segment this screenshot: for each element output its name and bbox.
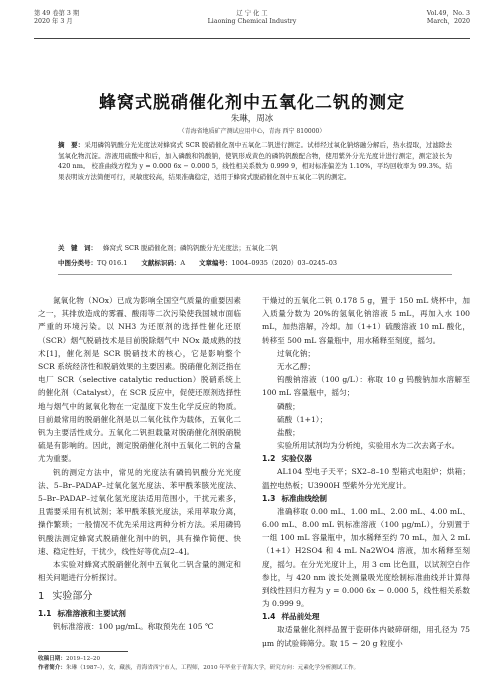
subsection-title: 标准溶液和主要试剂: [57, 608, 126, 618]
intro-paragraph-1: 氮氧化物（NOx）已成为影响全国空气质量的重要因素之一，其排放造成的雾霾、酸雨等二次污染使我国城市面临严重的环境污染。以 NH3 为还原剂的选择性催化还原（SCR）烟气脱硝技术是目前脱除烟气中 NOx 最成熟的技术[1]，催化剂是 SCR 脱硝技术的核心，它是影响整个 SCR 系统经济性和脱硝效果的主要因素。脱硝催化剂泛指在电厂 SCR（selective catalytic reduction）脱硝系统上的催化剂（Catalyst），在 SCR 反应中，促使还原剂选择性地与烟气中的氮氧化物在一定温度下发生化学反应的物质。目前最常用的脱硝催化剂是以二氧化钛作为载体，五氧化二钒为主要活性成分。五氧化二钒担载量对脱硝催化剂脱硝脱硫是有影响的。因此，测定脱硝催化剂中五氧化二钒的含量尤为重要。: [38, 296, 241, 464]
calibration-paragraph: 准确移取 0.00 mL、1.00 mL、2.00 mL、4.00 mL、6.00 mL、8.00 mL 钒标准溶液（100 μg/mL），分别置于一组 100 mL 容量瓶中，加水稀释至约 70 mL，加入 2 mL（1+1）H2SO4 和 4 mL Na2WO4 溶液，加水稀释至刻度，摇匀。在分光光度计上，用 3 cm 比色皿，以试剂空白作参比，与 420 nm 波长处测量吸光度绘制标准曲线并计算得到线性回归方程为 y = 0.000 6x − 0.000 5，线性相关系数为 0.999 9。: [262, 506, 470, 609]
subsection-number: 1.1: [38, 608, 52, 618]
section-heading-1: [38, 590, 241, 603]
method-paragraph: 钒标准溶液：100 μg/mL。称取预先在 105 ℃: [53, 621, 214, 631]
method-paragraph-cont: 干燥过的五氧化二钒 0.178 5 g，置于 150 mL 烧杯中，加入质量分数为 20%的氢氧化钠溶液 5 mL，再加入水 100 mL，加热溶解，冷却。加（1+1）硫酸溶液 10 mL 酸化，转移至 500 mL 容量瓶中，用水稀释至刻度，摇匀。: [262, 296, 470, 345]
intro-paragraph-3: 本实验对蜂窝式脱硝催化剂中五氧化二钒含量的测定和相关问题进行分析探讨。: [38, 560, 241, 583]
keywords-text: 蜂窝式 SCR 脱硝催化剂；磷钨钒酸分光光度法；五氧化二钒: [103, 244, 278, 252]
subsection-title: 样品前处理: [281, 612, 320, 622]
section-number: 1: [38, 591, 45, 603]
journal-name-cn: 辽 宁 化 工: [236, 10, 268, 17]
journal-name: [34, 10, 470, 26]
abstract-rule: [58, 274, 452, 275]
right-column: [262, 294, 470, 650]
reagent-item: 过氧化钠；: [277, 348, 315, 358]
issue-info-en: [427, 10, 470, 26]
classification-line: [58, 258, 452, 268]
abstract-text: 采用磷钨钒酸分光光度法对蜂窝式 SCR 脱硝催化剂中五氧化二钒进行测定。试样经过氧化钠熔融分解后，热水提取，过滤除去氢氧化物沉淀。溶液用硫酸中和后，加入磷酸和钨酸钠，使钒形成黄色的磷钨钒酸配合物，使用紫外分光光度计进行测定，测定波长为 420 nm。 校准曲线方程为 y = 0.000 6x − 0.000 5，线性相关系数为 0.999 9，相对标准偏差为 1.10%，平均回收率为 99.3%。结果表明该方法简便可行，灵敏度较高，结果准确稳定，适用于蜂窝式脱硝催化剂中五氧化二钒的测定。: [58, 141, 453, 182]
subsection-heading-1-2: [262, 452, 470, 465]
issue-date-en: March，2020: [426, 18, 470, 25]
keywords: [58, 243, 452, 253]
subsection-number: 1.3: [262, 493, 276, 503]
reagent-item: 硫酸（1+1）；: [277, 414, 328, 424]
reagent-note: 实验所用试剂均为分析纯，实验用水为二次去离子水。: [277, 441, 460, 451]
subsection-heading-1-4: [262, 610, 470, 623]
reagent-item: 无水乙醇；: [277, 362, 315, 372]
issue-date: 2020 年 3 月: [34, 18, 73, 25]
sample-prep-paragraph: 取适量催化剂样品置于瓷研体内破碎研细，用孔径为 75 μm 的试验筛筛分。取 15 ~ 20 g 粒度小: [262, 625, 470, 648]
doc-code-label: 文献标识码：: [141, 259, 181, 267]
received-date: 2019–12–20: [65, 656, 101, 662]
article-title: 蜂窝式脱硝催化剂中五氧化二钒的测定: [99, 93, 405, 113]
subsection-title: 实验仪器: [281, 454, 312, 464]
abstract-label: 摘 要：: [58, 141, 85, 149]
intro-paragraph-2: 钒的测定方法中，常见的光度法有磷钨钒酸分光光度法、5–Br–PADAP–过氧化氢光度法、苯甲酰苯胲光度法、5–Br–PADAP–过氧化氢光度法适用范围小，干扰元素多，且需要采用有机试剂；苯甲酰苯胲光度法，采用萃取分离，操作繁琐；一般情况不优先采用这两种分析方法。采用磷钨钒酸法测定蜂窝式脱硝催化剂中的钒，具有操作简便、快速、稳定性好，干扰少，线性好等优点[2–4]。: [38, 467, 241, 556]
volume-issue-en: Vol.49，No. 3: [426, 10, 470, 17]
author-affiliation: （青海省地质矿产测试应用中心，青海 西宁 810000）: [178, 128, 326, 135]
doc-code: A: [180, 259, 186, 267]
class-number: TQ 016.1: [97, 259, 128, 267]
volume-issue: 第 49 卷第 3 期: [34, 10, 80, 17]
subsection-title: 标准曲线绘制: [281, 493, 328, 503]
header-rule: [34, 38, 470, 39]
subsection-heading-1-3: [262, 492, 470, 505]
author-bio: 朱琳（1987–），女，藏族，青海省西宁市人，工程师，2010 年毕业于青海大学，研究方向：元素化学分析测试工作。: [65, 665, 360, 671]
reagent-item: 盐酸；: [277, 428, 300, 438]
reagent-item: 磷酸；: [277, 401, 300, 411]
journal-name-en: Liaoning Chemical Industry: [207, 18, 297, 25]
subsection-number: 1.4: [262, 612, 276, 622]
instruments-paragraph: AL104 型电子天平；SX2–8–10 型箱式电阻炉；烘箱；温控电热板；U3900H 型紫外分光光度计。: [262, 467, 470, 490]
article-id-label: 文章编号：: [199, 259, 232, 267]
author-bio-label: 作者简介：: [38, 665, 66, 671]
reagent-item: 钨酸钠溶液（100 g/L）：称取 10 g 钨酸钠加水溶解至 100 mL 容量瓶中，摇匀；: [262, 375, 470, 398]
footnote-rule: [38, 651, 128, 652]
subsection-number: 1.2: [262, 454, 276, 464]
running-head: [34, 10, 470, 32]
received-label: 收稿日期：: [38, 656, 66, 662]
class-number-label: 中图分类号：: [58, 259, 97, 267]
left-column: [38, 294, 241, 633]
abstract: [58, 140, 452, 183]
article-id: 1004–0935（2020）03–0245–03: [231, 259, 338, 267]
section-title: 实验部分: [52, 591, 93, 603]
keywords-label: 关 键 词：: [58, 244, 97, 252]
article-authors: 朱琳，周冰: [230, 114, 274, 124]
footnote: [38, 655, 470, 673]
subsection-heading-1-1: [38, 607, 241, 620]
